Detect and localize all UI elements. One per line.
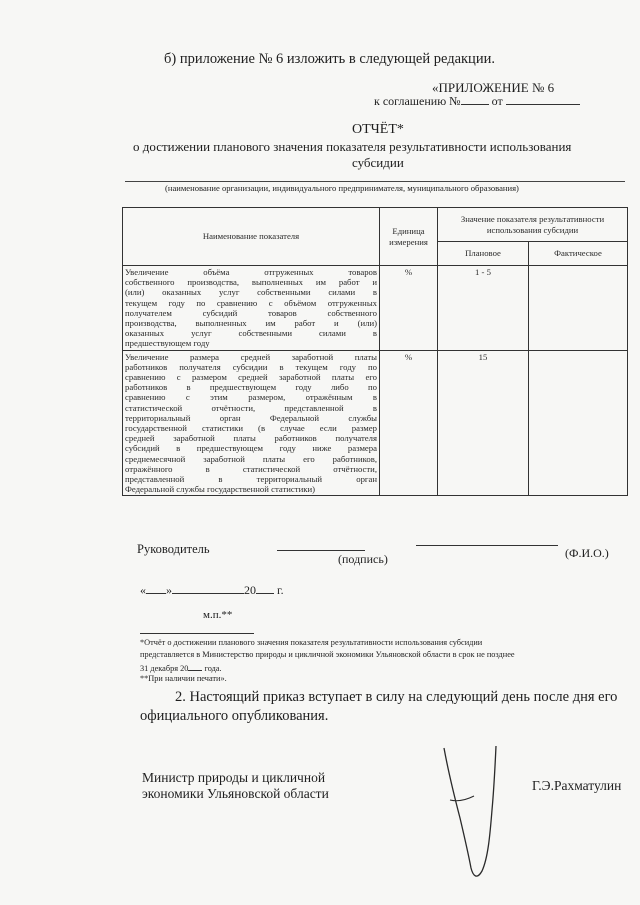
clause-2-line-2: официального опубликования. (140, 708, 329, 724)
header-planned: Плановое (438, 242, 529, 266)
row-planned: 15 (438, 350, 529, 496)
agreement-mid: от (491, 94, 503, 108)
signature-line (277, 550, 365, 551)
row-unit: % (380, 266, 438, 351)
appendix-title: «ПРИЛОЖЕНИЕ № 6 (432, 80, 555, 95)
table-row (123, 266, 628, 351)
name-caption: (Ф.И.О.) (565, 546, 609, 560)
minister-name: Г.Э.Рахматулин (532, 778, 622, 793)
footnote-1-line-1: *Отчёт о достижении планового значения показателя результативности использования субсидии (140, 638, 483, 647)
footnote-2: **При наличии печати». (140, 674, 227, 683)
table-row (123, 350, 628, 496)
row-indicator-text: Увеличение объёма отгруженных товаров собственного производства, выполненных им работ и (или) оказанных услуг собственными силами в текущем году по сравнению с объёмом отгруженных получателем субсидий товаров собственного производства, выполненных им работ и (или) оказанных услуг собственными силами в предшествующем году (123, 266, 380, 351)
agreement-number-blank (461, 94, 489, 105)
header-value-group: Значение показателя результативности использования субсидии (438, 208, 628, 242)
name-line (416, 545, 558, 546)
stamp-label: м.п.** (203, 609, 233, 621)
row-actual (529, 266, 628, 351)
intro-line: б) приложение № 6 изложить в следующей редакции. (164, 51, 495, 67)
year-prefix: 20 (244, 583, 256, 597)
row-actual (529, 350, 628, 496)
footnote-1-line-2: представляется в Министерство природы и цикличной экономики Ульяновской области в срок не позднее (140, 650, 515, 659)
signature-scribble-icon (430, 740, 510, 885)
header-indicator: Наименование показателя (123, 208, 380, 266)
minister-title-1: Министр природы и цикличной (142, 770, 326, 785)
org-underline (125, 181, 625, 182)
row-indicator-text: Увеличение размера средней заработной платы работников получателя субсидии в текущем году по сравнению с размером средней заработной платы его работников в предшествующем году либо по сравнению с этим размером, отражённым в статистической отчётности, представленной в территориальный орган Федеральной службы государственной статистики (в случае если размер средней заработной платы работников получателя субсидий в предшествующем году ниже размера среднемесячной заработной платы его работников, отражённого в статистической отчётности, представленной в территориальный орган Федеральной службы государственной статистики) (123, 350, 380, 496)
header-unit: Единица измерения (380, 208, 438, 266)
agreement-date-blank (506, 94, 580, 105)
agreement-prefix: к соглашению № (374, 94, 461, 108)
appendix-agreement (374, 94, 580, 109)
date-line: « » 20 г. (140, 583, 284, 597)
report-subtitle-1: о достижении планового значения показателя результативности использования (133, 139, 572, 154)
minister-title-2: экономики Ульяновской области (142, 786, 329, 801)
report-subtitle-2: субсидии (352, 155, 404, 170)
org-caption: (наименование организации, индивидуального предпринимателя, муниципального образования) (165, 183, 519, 193)
report-table (122, 207, 628, 496)
head-label: Руководитель (137, 542, 210, 556)
sign-caption: (подпись) (338, 552, 388, 566)
report-title: ОТЧЁТ* (352, 122, 404, 137)
row-planned: 1 - 5 (438, 266, 529, 351)
clause-2-line-1: 2. Настоящий приказ вступает в силу на следующий день после дня его (175, 689, 618, 705)
footnote-separator (140, 633, 254, 634)
footnote-1-line-3: 31 декабря 20 года. (140, 664, 222, 673)
row-unit: % (380, 350, 438, 496)
header-actual: Фактическое (529, 242, 628, 266)
